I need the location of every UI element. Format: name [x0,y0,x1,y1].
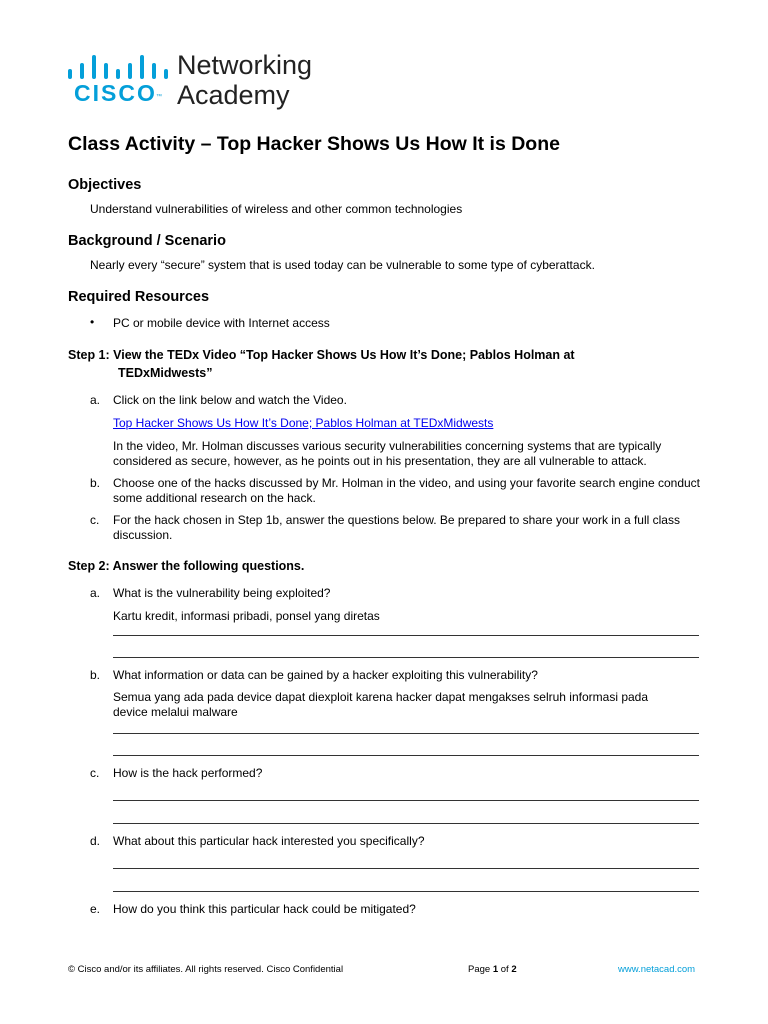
step1-a-note: In the video, Mr. Holman discusses various security vulnerabilities concerning systems that are typically considered as secure, however, as he points out in his presentation, they are all vulnerable to attack. [113,439,662,468]
question-b-label: b. [90,668,101,682]
page-title: Class Activity – Top Hacker Shows Us How It is Done [68,133,560,155]
step1-b-label: b. [90,476,101,490]
cisco-bridge-icon [68,53,166,79]
page-current: 1 [492,964,499,975]
question-a-label: a. [90,586,101,600]
answer-line [113,868,699,869]
cisco-wordmark: CISCO [74,80,157,106]
step1-a-text: Click on the link below and watch the Video. [113,393,347,407]
question-e-text: How do you think this particular hack could be mitigated? [113,902,416,916]
footer-copyright: © Cisco and/or its affiliates. All rights reserved. Cisco Confidential [68,964,344,975]
answer-line [113,755,699,756]
background-text: Nearly every “secure” system that is used today can be vulnerable to some type of cyberattack. [90,258,595,272]
question-d-text: What about this particular hack interested you specifically? [113,834,425,848]
tedx-video-link[interactable]: Top Hacker Shows Us How It’s Done; Pablos Holman at TEDxMidwests [113,416,494,430]
page-mid: of [498,964,512,975]
bullet-marker: • [90,315,95,329]
logo-line-networking: Networking [177,50,313,80]
step1-heading [68,346,668,382]
question-c-text: How is the hack performed? [113,766,263,780]
step2-heading: Step 2: Answer the following questions. [68,559,305,573]
answer-line [113,891,699,892]
trademark-mark: ™ [156,94,162,100]
answer-a-text: Kartu kredit, informasi pribadi, ponsel yang diretas [113,609,380,623]
resource-item: PC or mobile device with Internet access [113,316,330,330]
answer-line [113,635,699,636]
step1-a-label: a. [90,393,101,407]
step1-heading-line2: TEDxMidwests” [118,366,213,380]
step1-c-label: c. [90,513,100,527]
footer-page-number [468,964,517,975]
netacad-website-link[interactable]: www.netacad.com [618,964,696,975]
question-d-label: d. [90,834,101,848]
logo-line-academy: Academy [177,80,290,110]
page-prefix: Page [468,964,493,975]
question-e-label: e. [90,902,101,916]
answer-line [113,823,699,824]
answer-line [113,657,699,658]
step1-heading-line1: Step 1: View the TEDx Video “Top Hacker Shows Us How It’s Done; Pablos Holman at [68,348,575,362]
answer-line [113,800,699,801]
resources-heading: Required Resources [68,289,210,305]
answer-line [113,733,699,734]
step1-c-text: For the hack chosen in Step 1b, answer the questions below. Be prepared to share your work in a full class discussion. [113,513,680,542]
academy-name [177,50,312,110]
background-heading: Background / Scenario [68,233,226,249]
question-c-label: c. [90,766,100,780]
answer-b-text: Semua yang ada pada device dapat diexploit karena hacker dapat mengakses selruh informasi pada device melalui malware [113,690,649,719]
step1-b-text: Choose one of the hacks discussed by Mr. Holman in the video, and using your favorite search engine conduct some additional research on the hack. [113,476,701,505]
cisco-networking-academy-logo [68,50,328,112]
objectives-text: Understand vulnerabilities of wireless and other common technologies [90,202,463,216]
question-a-text: What is the vulnerability being exploited? [113,586,331,600]
question-b-text: What information or data can be gained by a hacker exploiting this vulnerability? [113,668,538,682]
objectives-heading: Objectives [68,177,142,193]
page-total: 2 [511,964,517,975]
